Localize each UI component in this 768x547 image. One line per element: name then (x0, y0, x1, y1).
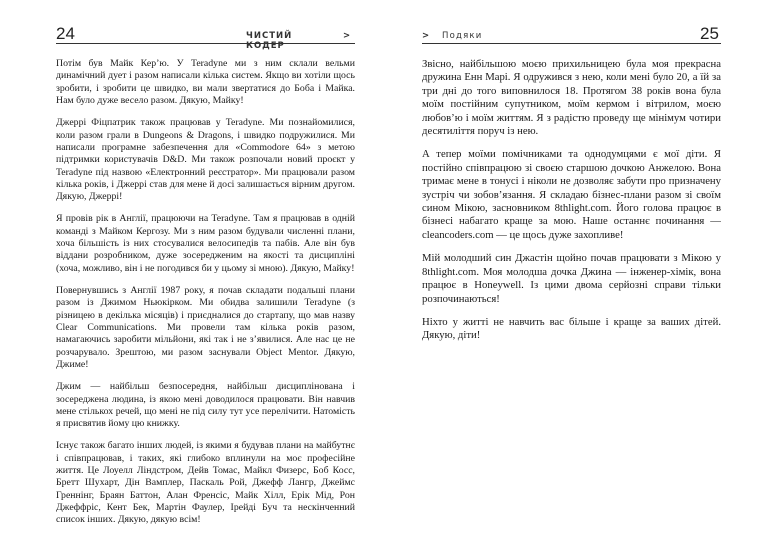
paragraph: Повернувшись з Англії 1987 року, я почав складати подальші плани разом із Джимом Ньюкірком. Ми обидва залишили Teradyne (з різницею в декілька місяців) і приєдналися до стартапу, що мав назву Clear Communications. Ми провели там кілька років разом, намагаючись заробити мільйони, які так і не з’явилися. Але нас це не розчарувало. Зрештою, ми разом заснували Object Mentor. Дякую, Джиме! (56, 285, 355, 370)
right-body-text (422, 58, 721, 343)
page-number: 25 (700, 24, 719, 43)
paragraph: А тепер моїми помічниками та однодумцями є мої діти. Я постійно співпрацюю зі своєю старшою дочкою Анжелою. Вона тримає мене в тонусі і ніколи не дозволяє забути про призначену зустріч чи зобов’язання. Я складаю бізнес-плани разом зі своїм сином Мікою, засновником 8thlight.com. Його голова працює в бізнесі набагато краще за мою. Наше останнє починання — cleancoders.com — це щось дуже захопливе! (422, 148, 721, 241)
paragraph: Джеррі Фіцпатрик також працював у Teradyne. Ми познайомилися, коли разом грали в Dungeons & Dragons, і швидко подружилися. Ми написали програмне забезпечення для «Commodore 64» з метою підтримки користувачів D&D. Ми також розпочали новий проєкт у Teradyne під назвою «Електронний реєстратор». Ми працювали разом кілька років, і Джеррі став для мене й досі залишається вірним другом. Дякую, Джеррі! (56, 117, 355, 203)
header-rule (422, 43, 721, 44)
paragraph: Звісно, найбільшою моєю прихильницею була моя прекрасна дружина Енн Марі. Я одружився з нею, коли мені було 20, а їй за три дні до того виповнилося 18. Протягом 38 років вона була моїм постійним супутником, моїм кермом і вітрилом, моєю любов’ю і моїм життям. Я з радістю проведу ще мінімум чотири десятиліття поруч із нею. (422, 58, 721, 138)
paragraph: Потім був Майк Кер’ю. У Teradyne ми з ним склали вельми динамічний дует і разом написали кілька систем. Якщо ви хотіли щось зробити, і зробити це швидко, ви мали звертатися до Боба і Майка. Нам було дуже весело разом. Дякую, Майку! (56, 58, 355, 106)
running-head-title: ЧИСТИЙ КОДЕР (246, 31, 293, 51)
header-rule (56, 43, 355, 44)
paragraph: Джим — найбільш безпосередня, найбільш дисциплінована і зосереджена людина, із якою мені доводилося працювати. Він навчив мене стількох речей, що мені не під силу тут усе перелічити. Натомість я присвятив йому цю книжку. (56, 381, 355, 430)
running-head-marker: > (343, 31, 352, 41)
running-head-marker: > (422, 31, 431, 41)
page-number: 24 (56, 24, 75, 43)
paragraph: Існує також багато інших людей, із якими я будував плани на майбутнє і співпрацював, і таких, які глибоко вплинули на моє професійне життя. Це Лоуелл Ліндстром, Дейв Томас, Майкл Физерс, Боб Косс, Бретт Шухарт, Дін Вамплер, Паскаль Рой, Джефф Лангр, Джеймс Греннінг, Браян Баттон, Алан Френсіс, Майк Хілл, Ерік Мід, Рон Джеффріс, Кент Бек, Мартін Фаулер, Ірейді Буч та нескінченний список інших. Дякую, дякую всім! (56, 440, 355, 526)
paragraph: Мій молодший син Джастін щойно почав працювати з Мікою у 8thlight.com. Моя молодша дочка Джина — інженер-хімік, вона працює в Honeywell. Із цими двома серйозні справи тільки розпочинаються! (422, 252, 721, 305)
paragraph: Ніхто у житті не навчить вас більше і краще за ваших дітей. Дякую, діти! (422, 315, 721, 342)
left-body-text (56, 58, 355, 527)
running-head-title: Подяки (442, 31, 483, 41)
paragraph: Я провів рік в Англії, працюючи на Teradyne. Там я працював в одній команді з Майком Кергозу. Ми з ним разом будували численні плани, хоча більшість із них стосувалися велосипедів та пабів. Але він був віддани розробником, дуже зосередженим на якості та дисципліні (хоча, можливо, він і не погодився би у цьому зі мною). Дякую, Майку! (56, 213, 355, 274)
